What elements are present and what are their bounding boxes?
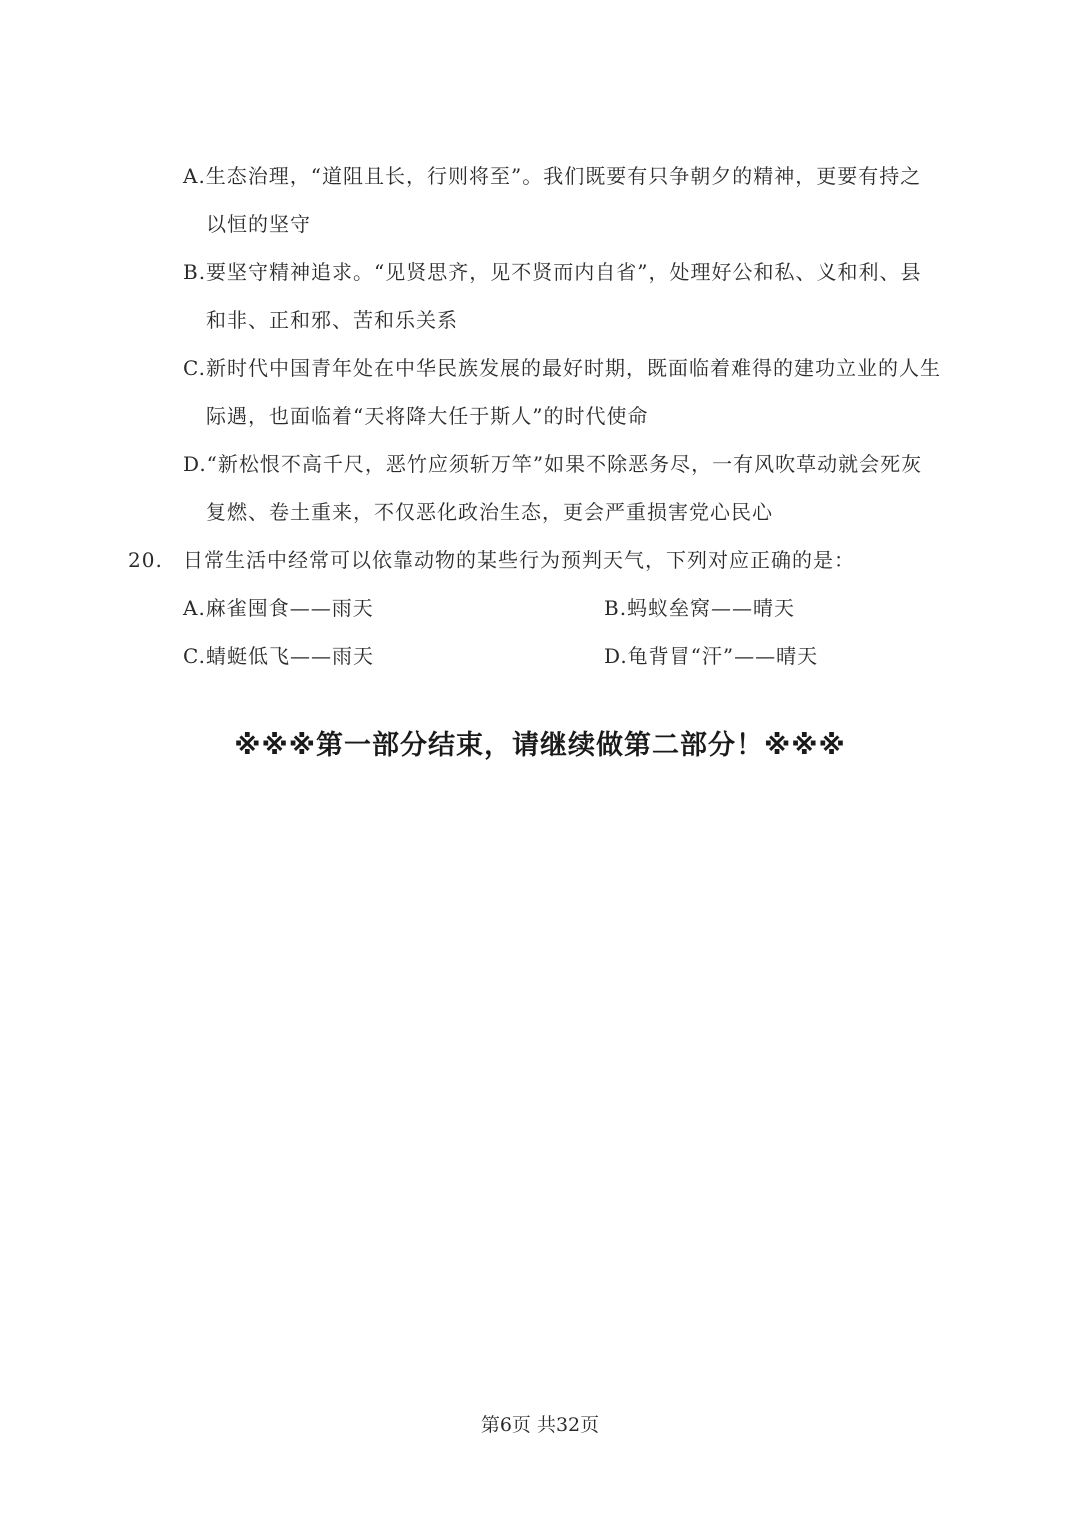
q19-option-c-line2: 际遇，也面临着“天将降大任于斯人”的时代使命 <box>206 404 649 428</box>
q20-option-b: B.蚂蚁垒窝——晴天 <box>604 596 796 620</box>
section-end-banner: ※※※第一部分结束，请继续做第二部分！※※※ <box>234 730 846 761</box>
q19-option-a-line1: A.生态治理，“道阻且长，行则将至”。我们既要有只争朝夕的精神，更要有持之 <box>183 164 922 188</box>
q19-option-b-line1: B.要坚守精神追求。“见贤思齐，见不贤而内自省”，处理好公和私、义和利、县 <box>183 260 922 284</box>
q19-option-d-line1: D.“新松恨不高千尺，恶竹应须斩万竿”如果不除恶务尽，一有风吹草动就会死灰 <box>183 452 923 476</box>
q20-option-a: A.麻雀囤食——雨天 <box>183 596 374 620</box>
q19-option-c-line1: C.新时代中国青年处在中华民族发展的最好时期，既面临着难得的建功立业的人生 <box>183 356 941 380</box>
q20-number: 20. <box>128 548 163 572</box>
q19-option-d-line2: 复燃、卷土重来，不仅恶化政治生态，更会严重损害党心民心 <box>206 500 773 524</box>
q20-option-c: C.蜻蜓低飞——雨天 <box>183 644 374 668</box>
q20-stem: 日常生活中经常可以依靠动物的某些行为预判天气，下列对应正确的是： <box>183 548 855 572</box>
q19-option-a-line2: 以恒的坚守 <box>206 212 311 236</box>
page-footer: 第6页 共32页 <box>480 1414 600 1436</box>
q20-option-d: D.龟背冒“汗”——晴天 <box>604 644 819 668</box>
q19-option-b-line2: 和非、正和邪、苦和乐关系 <box>206 308 458 332</box>
